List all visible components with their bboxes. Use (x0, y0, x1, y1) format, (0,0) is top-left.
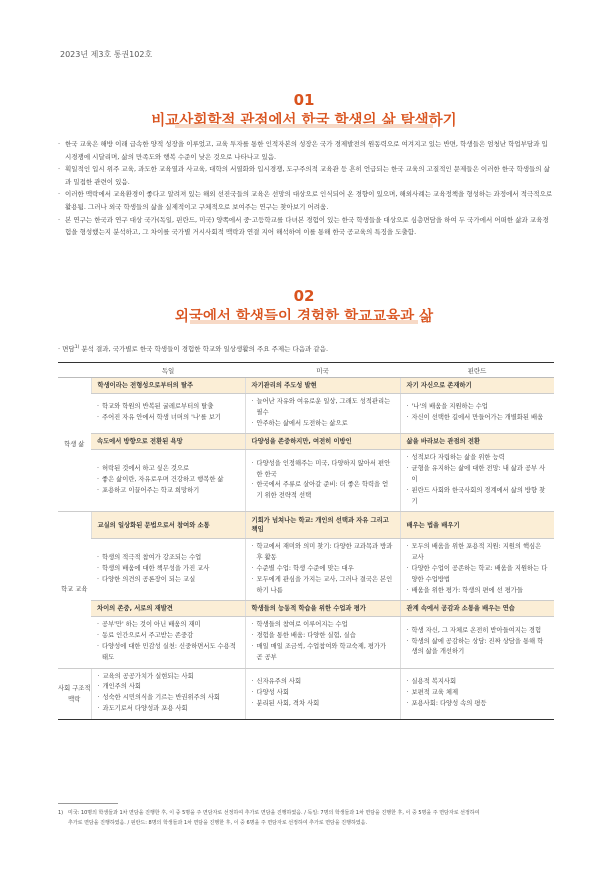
list-item: · 학교와 학원의 반복된 굴레로부터의 탈출 (97, 402, 239, 413)
list-item: · 늘어난 자유와 여유로운 일상, 그래도 성적관리는 필수 (252, 397, 394, 419)
intro-suffix: 분석 결과, 국가별로 한국 학생들이 경험한 학교와 일상생활의 주요 주제는 다음과 같음. (79, 345, 329, 353)
list-item: · 균형을 유지하는 삶에 대한 전망: 내 삶과 공부 사이 (407, 464, 549, 486)
footnote-divider (58, 803, 118, 804)
theme-cell: 학생이라는 전형성으로부터의 탈주 (91, 378, 245, 394)
items-cell (245, 617, 400, 668)
list-item: · 학생의 적극적 참여가 강조되는 수업 (97, 553, 239, 564)
footnote-number: 1) (58, 810, 64, 816)
list-item: · 개인주의 사회 (98, 682, 239, 693)
theme-cell: 기회가 넘쳐나는 학교: 개인의 선택과 자유 그리고 책임 (245, 512, 400, 539)
theme-cell: 학생들의 능동적 학습을 위한 수업과 평가 (245, 601, 400, 617)
item-list (407, 402, 549, 424)
items-cell (91, 617, 245, 668)
list-item: · 한국에서 주류로 살아갈 준비: 더 좋은 학력을 얻기 위한 전략적 선택 (252, 480, 394, 502)
section-1-bullets (58, 138, 554, 239)
theme-row (58, 434, 554, 450)
items-cell (91, 394, 245, 434)
items-cell (400, 450, 554, 512)
item-list (97, 464, 239, 496)
header-germany: 독일 (91, 363, 245, 378)
item-list (252, 620, 394, 663)
table-header-row (58, 363, 554, 378)
list-item: · 실용적 복지사회 (407, 677, 549, 688)
item-list (407, 453, 549, 507)
items-cell (245, 394, 400, 434)
items-cell (245, 450, 400, 512)
items-cell (91, 539, 245, 601)
list-item: · 다양성에 대한 민감성 실천: 신중하면서도 수용적 태도 (97, 642, 239, 664)
section-2-number: 02 (293, 287, 315, 305)
theme-cell: 자기 자신으로 존재하기 (400, 378, 554, 394)
section-2-underline (190, 320, 418, 324)
items-cell (91, 450, 245, 512)
list-item: · 동료 인간으로서 주고받는 존중감 (97, 631, 239, 642)
header-empty (58, 363, 91, 378)
list-item: · 배움을 위한 평가: 학생의 편에 선 평가들 (407, 586, 549, 597)
list-item: · 모두에게 관심을 가지는 교사, 그러나 결국은 본인하기 나름 (252, 575, 394, 597)
list-item: · 분리된 사회, 격차 사회 (252, 699, 394, 710)
comparison-table (58, 362, 554, 720)
list-item: · 수준별 수업: 학생 수준에 맞는 대우 (252, 564, 394, 575)
list-item: · 성숙한 시민의식을 기르는 반권위주의 사회 (98, 693, 239, 704)
item-list (252, 397, 394, 429)
item-list (252, 459, 394, 502)
row-group-label: 사회 구조적 맥락 (58, 668, 91, 719)
theme-row (58, 601, 554, 617)
items-cell (400, 394, 554, 434)
item-list (407, 677, 549, 709)
theme-row (58, 378, 554, 394)
items-row (58, 617, 554, 668)
item-list (98, 672, 239, 715)
list-item: · 과도기로서 다양성과 포용 사회 (98, 704, 239, 715)
list-item: · 모두의 배움을 위한 포용적 지원: 지원의 핵심은 교사 (407, 542, 549, 564)
theme-cell: 교실의 일상화된 문법으로서 참여와 소통 (91, 512, 245, 539)
section-2-intro: · 면담$^{1)}$ 분석 결과, 국가별로 한국 학생들이 경험한 학교와 일상생활의 주요 주제는 다음과 같음. (58, 344, 329, 353)
list-item: · 자신이 선택한 길에서 만들어가는 개별화된 배움 (407, 413, 549, 424)
list-item: · 학생들의 참여로 이루어지는 수업 (252, 620, 394, 631)
item-list (97, 620, 239, 663)
list-item: · 핀란드 사회와 한국사회의 경계에서 삶의 방향 찾기 (407, 486, 549, 508)
theme-cell: 속도에서 방향으로 전환된 욕망 (91, 434, 245, 450)
list-item: · 안주하는 삶에서 도전하는 삶으로 (252, 419, 394, 430)
items-cell (400, 539, 554, 601)
list-item: · '나'의 배움을 지원하는 수업 (407, 402, 549, 413)
list-item: · 다양성을 인정해주는 미국, 다양하지 않아서 편안한 한국 (252, 459, 394, 481)
list-item: · 학교에서 재미와 의미 찾기: 다양한 교과목과 방과후 활동 (252, 542, 394, 564)
section-1-underline (175, 124, 433, 128)
list-item: · 학생의 배움에 대한 책무성을 가진 교사 (97, 564, 239, 575)
theme-cell: 차이의 존중, 서로의 재발견 (91, 601, 245, 617)
items-cell (400, 668, 554, 719)
issue-label: 2023년 제3호 통권102호 (60, 50, 153, 59)
items-cell (245, 668, 400, 719)
bullet-item: · 획일적인 입시 위주 교육, 과도한 교육열과 사교육, 대학의 서열화와 입시경쟁, 도구주의적 교육관 등 흔히 언급되는 한국 교육의 고질적인 문제들은 이러한 한국 학생들의 삶과 밀접한 관련이 있음. (58, 163, 554, 188)
section-1-number: 01 (293, 91, 315, 109)
items-cell (91, 668, 245, 719)
items-row (58, 394, 554, 434)
list-item: · 신자유주의 사회 (252, 677, 394, 688)
list-item: · 경험을 통한 배움: 다양한 실험, 실습 (252, 631, 394, 642)
footnote-text: 미국: 10명의 학생들과 1차 면담을 진행한 후, 이 중 5명을 주 면담자로 선정하여 추가로 면담을 진행하였음. / 독일: 7명의 학생들과 1차 면담을 진행한 후, 이 중 5명을 주 면담자로 선정하여 (68, 810, 480, 816)
list-item: · 다양한 수업이 공존하는 학교: 배움을 지원하는 다양한 수업방법 (407, 564, 549, 586)
item-list (407, 542, 549, 596)
bullet-item: · 한국 교육은 해방 이래 급속한 양적 성장을 이루었고, 교육 투자를 통한 인적자본의 성장은 국가 경제발전의 원동력으로 여겨지고 있는 반면, 학생들은 엄청난 학업부담과 입시경쟁에 시달리며, 삶의 만족도와 행복 수준이 낮은 것으로 나타나고 있음. (58, 138, 554, 163)
item-list (97, 553, 239, 585)
footnote-text: 추가로 면담을 진행하였음. / 핀란드: 8명의 학생들과 1차 면담을 진행한 후, 이 중 6명을 주 면담자로 선정하여 추가로 면담을 진행하였음. (68, 820, 368, 826)
list-item: · 보편적 교육 체제 (407, 688, 549, 699)
list-item: · 포용하고 이끌어주는 학교 희망하기 (97, 486, 239, 497)
footnote-ref: 1) (74, 344, 80, 350)
footnote (58, 808, 558, 828)
theme-cell: 관계 속에서 공감과 소통을 배우는 연습 (400, 601, 554, 617)
items-cell (245, 539, 400, 601)
list-item: · 허락된 것에서 하고 싶은 것으로 (97, 464, 239, 475)
intro-prefix: 면담 (62, 345, 75, 353)
theme-cell: 다양성을 존중하지만, 여전히 이방인 (245, 434, 400, 450)
theme-cell: 배우는 법을 배우기 (400, 512, 554, 539)
item-list (252, 677, 394, 709)
bullet-item: · 본 연구는 한국과 연구 대상 국가(독일, 핀란드, 미국) 양쪽에서 중·고등학교를 다녀본 경험이 있는 한국 학생들을 대상으로 심층면담을 하여 두 국가에서 어떠한 삶과 교육경험을 형성했는지 분석하고, 그 차이를 국가별 거시사회적 맥락과 연결 지어 해석하여 이를 통해 한국 공교육의 특징을 도출함. (58, 214, 554, 239)
list-item: · 학생의 삶에 공감하는 상담: 진짜 상담을 통해 학생의 삶을 개선하기 (407, 637, 549, 659)
theme-cell: 삶을 바라보는 관점의 전환 (400, 434, 554, 450)
header-finland: 핀란드 (400, 363, 554, 378)
list-item: · 주어진 자유 안에서 학생 너머의 '나'를 보기 (97, 413, 239, 424)
theme-row (58, 512, 554, 539)
footnote-line (58, 808, 558, 818)
item-list (407, 626, 549, 658)
item-list (97, 402, 239, 424)
section-2-title: 외국에서 학생들이 경험한 학교교육과 삶 (174, 309, 434, 325)
items-row (58, 668, 554, 719)
theme-cell: 자기관리의 주도성 발현 (245, 378, 400, 394)
list-item: · 매일 매일 조금씩, 수업참여와 학교숙제, 평가가 곧 공부 (252, 642, 394, 664)
bullet-item: · 이러한 맥락에서 교육환경이 좋다고 알려져 있는 해외 선진국들의 교육은 선망의 대상으로 인식되어 온 경향이 있으며, 해외사례는 교육정책을 형성하는 과정에서 적극적으로 활용됨. 그러나 외국 학생들의 삶을 실제적이고 구체적으로 보여주는 연구는 찾아보기 어려움. (58, 188, 554, 213)
list-item: · 학생 자신, 그 자체로 온전히 받아들여지는 경험 (407, 626, 549, 637)
table-body (58, 378, 554, 720)
items-cell (400, 617, 554, 668)
row-group-label: 학교 교육 (58, 512, 91, 668)
list-item: · 성적보다 자립하는 삶을 위한 능력 (407, 453, 549, 464)
list-item: · 다양성 사회 (252, 688, 394, 699)
list-item: · 공부'만' 하는 것이 아닌 배움의 재미 (97, 620, 239, 631)
header-usa: 미국 (245, 363, 400, 378)
list-item: · 포용사회: 다양성 속의 평등 (407, 699, 549, 710)
list-item: · 좋은 삶이란, 자유로우며 건강하고 행복한 삶 (97, 475, 239, 486)
items-row (58, 539, 554, 601)
row-group-label: 학생 삶 (58, 378, 91, 512)
section-1-title: 비교사회학적 관점에서 한국 학생의 삶 탐색하기 (151, 113, 457, 129)
item-list (252, 542, 394, 596)
footnote-line (58, 818, 558, 828)
items-row (58, 450, 554, 512)
list-item: · 다양한 의견의 공론장이 되는 교실 (97, 575, 239, 586)
list-item: · 교육의 공공가치가 실현되는 사회 (98, 672, 239, 683)
